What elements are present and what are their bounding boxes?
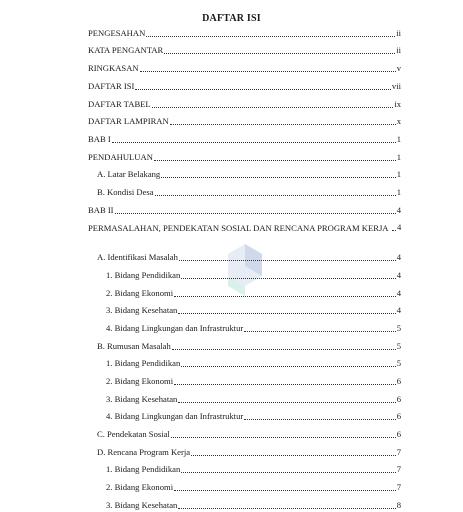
toc-entry[interactable] bbox=[106, 500, 401, 511]
toc-entry[interactable] bbox=[88, 99, 401, 110]
toc-entry-label: B. Kondisi Desa bbox=[97, 187, 154, 197]
toc-entry-page-number: 1 bbox=[396, 169, 401, 179]
toc-dot-leader bbox=[174, 384, 396, 385]
toc-entry-label: DAFTAR LAMPIRAN bbox=[88, 116, 169, 126]
toc-entry-page-number: 4 bbox=[396, 288, 401, 298]
toc-entry[interactable] bbox=[97, 341, 401, 352]
toc-entry[interactable] bbox=[106, 270, 401, 281]
toc-entry-page-number: 4 bbox=[396, 252, 401, 262]
toc-entry-page-number: 4 bbox=[396, 222, 402, 232]
toc-entry-label: BAB II bbox=[88, 205, 114, 215]
toc-entry[interactable] bbox=[88, 116, 401, 127]
toc-entry-page-number: 6 bbox=[396, 394, 401, 404]
toc-dot-leader bbox=[161, 177, 395, 178]
toc-entry-label: KATA PENGANTAR bbox=[88, 45, 164, 55]
toc-entry[interactable] bbox=[88, 63, 401, 74]
toc-dot-leader bbox=[178, 508, 395, 509]
toc-entry-page-number: ix bbox=[394, 99, 401, 109]
toc-entry-label: B. Rumusan Masalah bbox=[97, 341, 171, 351]
toc-dot-leader bbox=[154, 160, 396, 161]
toc-dot-leader bbox=[181, 366, 395, 367]
toc-entry-label: A. Latar Belakang bbox=[97, 169, 161, 179]
toc-entry-label: PERMASALAHAN, PENDEKATAN SOSIAL DAN RENCANA PROGRAM KERJA bbox=[88, 222, 389, 233]
toc-entry-label: PENDAHULUAN bbox=[88, 152, 153, 162]
toc-dot-leader bbox=[178, 402, 395, 403]
toc-dot-leader bbox=[171, 437, 396, 438]
toc-entry-page-number: ii bbox=[396, 45, 401, 55]
toc-entry-label: 1. Bidang Pendidikan bbox=[106, 464, 181, 474]
toc-dot-leader bbox=[172, 349, 396, 350]
toc-dot-leader bbox=[152, 107, 394, 108]
toc-entry[interactable] bbox=[88, 205, 401, 216]
toc-entry[interactable] bbox=[106, 376, 401, 387]
toc-dot-leader bbox=[179, 260, 396, 261]
toc-dot-leader bbox=[178, 313, 395, 314]
toc-entry[interactable] bbox=[88, 152, 401, 163]
toc-entry[interactable] bbox=[97, 447, 401, 458]
toc-entry-label: 4. Bidang Lingkungan dan Infrastruktur bbox=[106, 411, 244, 421]
toc-entry[interactable] bbox=[106, 394, 401, 405]
toc-entry-page-number: 1 bbox=[396, 187, 401, 197]
toc-entry-label: A. Identifikasi Masalah bbox=[97, 252, 178, 262]
toc-entry-page-number: 8 bbox=[396, 500, 401, 510]
toc-entry-label: BAB I bbox=[88, 134, 111, 144]
toc-dot-leader bbox=[170, 124, 396, 125]
toc-entry-label: 3. Bidang Kesehatan bbox=[106, 305, 178, 315]
toc-dot-leader bbox=[155, 195, 396, 196]
toc-entry-label: DAFTAR ISI bbox=[88, 81, 135, 91]
toc-entry-label: RINGKASAN bbox=[88, 63, 139, 73]
toc-entry-page-number: 5 bbox=[396, 341, 401, 351]
toc-dot-leader bbox=[244, 419, 395, 420]
toc-dot-leader bbox=[112, 142, 396, 143]
toc-dot-leader bbox=[135, 89, 391, 90]
toc-entry-page-number: 6 bbox=[396, 429, 401, 439]
toc-dot-leader bbox=[164, 53, 395, 54]
toc-entry[interactable] bbox=[88, 28, 401, 39]
toc-dot-leader bbox=[181, 472, 395, 473]
toc-entry-page-number: 4 bbox=[396, 270, 401, 280]
toc-entry-page-number: 6 bbox=[396, 411, 401, 421]
toc-dot-leader bbox=[174, 490, 396, 491]
toc-entry[interactable] bbox=[106, 411, 401, 422]
toc-entry-page-number: v bbox=[396, 63, 401, 73]
toc-entry-label: 1. Bidang Pendidikan bbox=[106, 270, 181, 280]
toc-dot-leader bbox=[140, 71, 396, 72]
toc-entry-label: C. Pendekatan Sosial bbox=[97, 429, 170, 439]
toc-entry-page-number: ii bbox=[396, 28, 401, 38]
toc-entry[interactable] bbox=[88, 222, 401, 233]
toc-entry-page-number: 7 bbox=[396, 482, 401, 492]
toc-entry[interactable] bbox=[88, 81, 401, 92]
toc-entry[interactable] bbox=[88, 134, 401, 145]
toc-entry[interactable] bbox=[106, 464, 401, 475]
toc-entry-label: PENGESAHAN bbox=[88, 28, 146, 38]
toc-entry-label: 2. Bidang Ekonomi bbox=[106, 376, 174, 386]
toc-entry-label: 1. Bidang Pendidikan bbox=[106, 358, 181, 368]
toc-entry-page-number: 7 bbox=[396, 464, 401, 474]
toc-entry-page-number: 1 bbox=[396, 152, 401, 162]
toc-dot-leader bbox=[146, 36, 395, 37]
toc-entry[interactable] bbox=[106, 323, 401, 334]
toc-dot-leader bbox=[244, 331, 395, 332]
toc-entry-label: 4. Bidang Lingkungan dan Infrastruktur bbox=[106, 323, 244, 333]
toc-dot-leader bbox=[191, 455, 396, 456]
document-title: DAFTAR ISI bbox=[202, 13, 261, 24]
toc-entry[interactable] bbox=[88, 45, 401, 56]
toc-entry-page-number: x bbox=[396, 116, 401, 126]
toc-entry[interactable] bbox=[97, 429, 401, 440]
toc-entry[interactable] bbox=[97, 169, 401, 180]
toc-dot-leader bbox=[174, 296, 396, 297]
toc-entry[interactable] bbox=[106, 305, 401, 316]
toc-dot-leader bbox=[181, 278, 395, 279]
toc-entry-label: 2. Bidang Ekonomi bbox=[106, 482, 174, 492]
toc-entry[interactable] bbox=[106, 482, 401, 493]
toc-entry[interactable] bbox=[106, 288, 401, 299]
toc-entry-label: 2. Bidang Ekonomi bbox=[106, 288, 174, 298]
toc-entry[interactable] bbox=[106, 358, 401, 369]
toc-entry-page-number: 5 bbox=[396, 323, 401, 333]
toc-entry-page-number: 4 bbox=[396, 205, 401, 215]
toc-dot-leader bbox=[115, 213, 396, 214]
toc-entry-page-number: 1 bbox=[396, 134, 401, 144]
toc-entry[interactable] bbox=[97, 252, 401, 263]
toc-entry-page-number: 5 bbox=[396, 358, 401, 368]
toc-dot-leader bbox=[392, 230, 396, 231]
toc-entry-page-number: 4 bbox=[396, 305, 401, 315]
toc-entry[interactable] bbox=[97, 187, 401, 198]
toc-entry-page-number: 6 bbox=[396, 376, 401, 386]
toc-entry-label: 3. Bidang Kesehatan bbox=[106, 394, 178, 404]
toc-entry-label: 3. Bidang Kesehatan bbox=[106, 500, 178, 510]
toc-entry-page-number: 7 bbox=[396, 447, 401, 457]
toc-entry-page-number: vii bbox=[391, 81, 401, 91]
toc-entry-label: D. Rencana Program Kerja bbox=[97, 447, 191, 457]
toc-entry-label: DAFTAR TABEL bbox=[88, 99, 151, 109]
